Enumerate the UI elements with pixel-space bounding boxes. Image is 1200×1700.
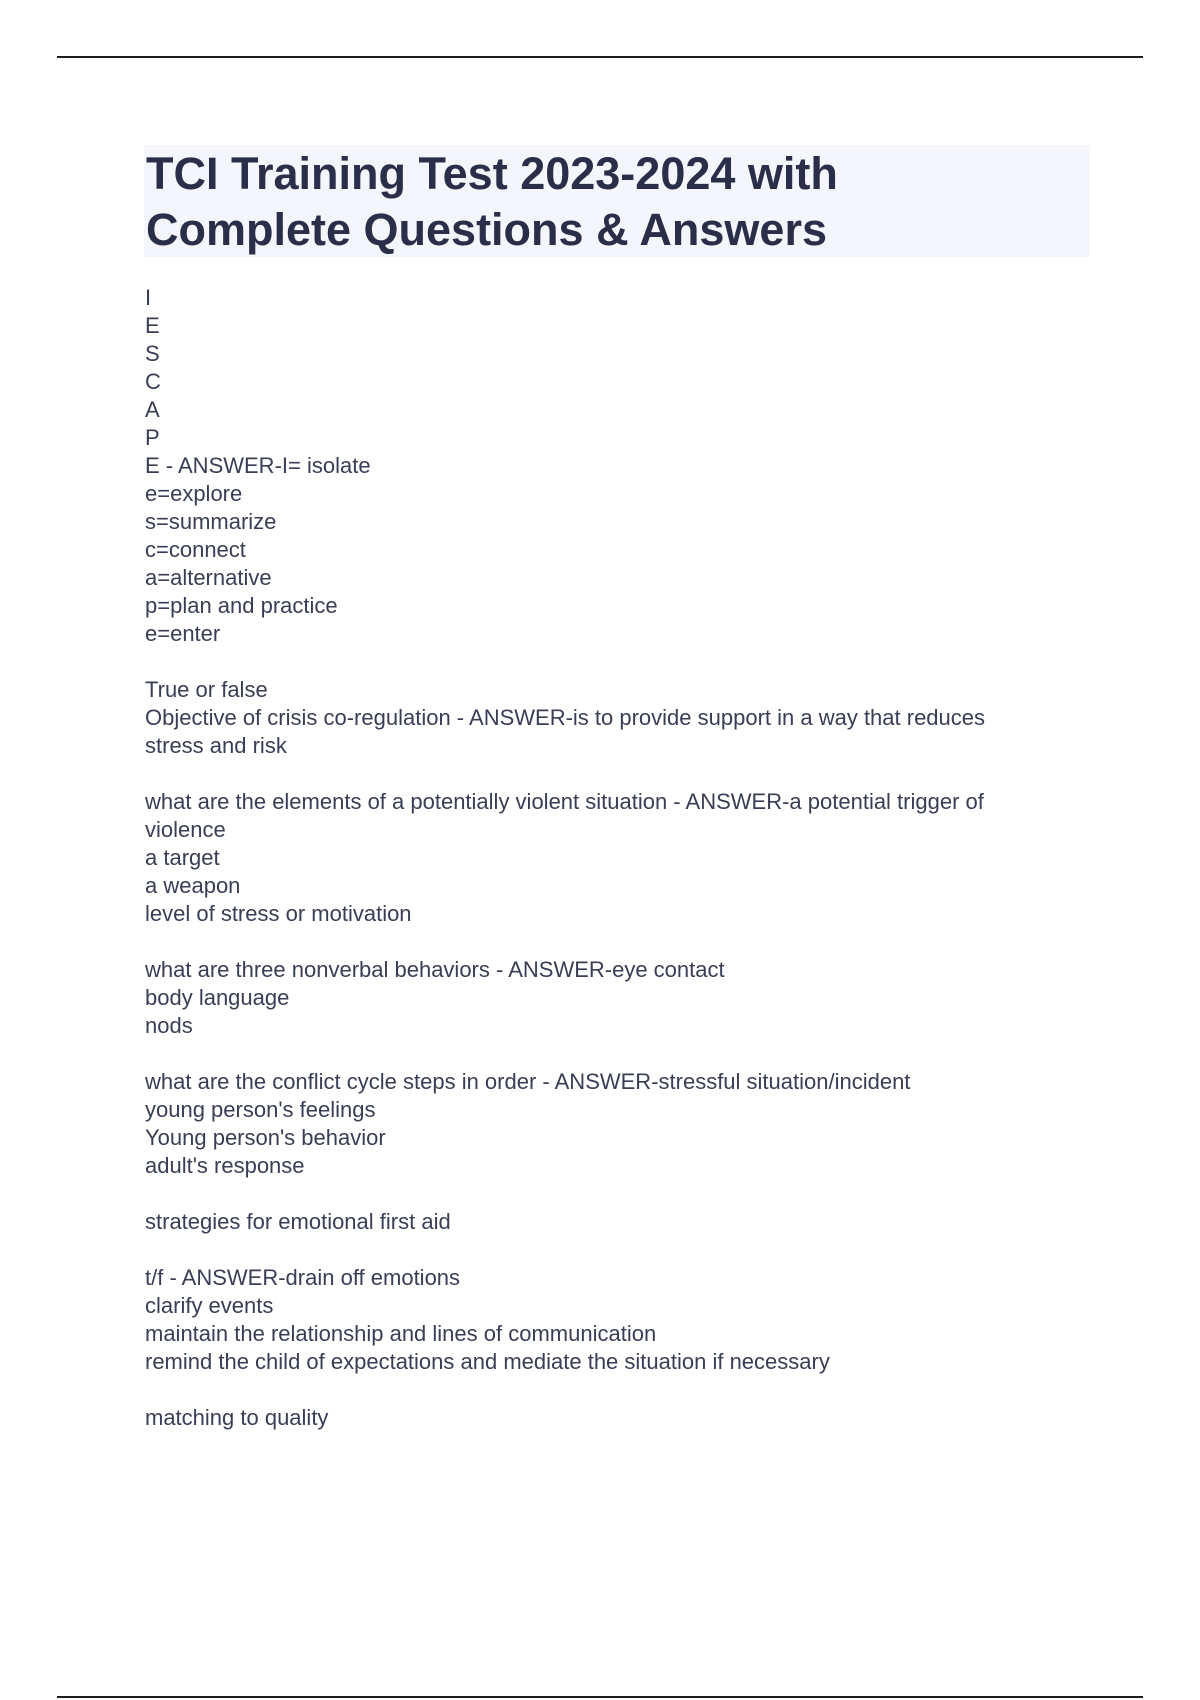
text-line: a weapon	[145, 873, 241, 898]
text-line: matching to quality	[145, 1405, 329, 1430]
paragraph-gap	[145, 1040, 1095, 1068]
text-line: adult's response	[145, 1153, 305, 1178]
qa-block-iescape	[145, 284, 1095, 648]
qa-block-violent-situation	[145, 788, 1095, 928]
text-line: I	[145, 285, 152, 310]
text-line: e=enter	[145, 621, 221, 646]
qa-block-co-regulation	[145, 676, 1095, 760]
text-line: maintain the relationship and lines of communication	[145, 1321, 657, 1346]
text-line: True or false	[145, 677, 268, 702]
text-line: p=plan and practice	[145, 593, 338, 618]
paragraph-gap	[145, 1236, 1095, 1264]
text-line: c=connect	[145, 537, 246, 562]
text-line: Young person's behavior	[145, 1125, 386, 1150]
text-line: stress and risk	[145, 733, 287, 758]
text-line: what are the conflict cycle steps in order - ANSWER-stressful situation/incident	[145, 1069, 911, 1094]
text-line: body language	[145, 985, 290, 1010]
bottom-rule	[57, 1696, 1143, 1698]
text-line: E - ANSWER-I= isolate	[145, 453, 371, 478]
text-line: Objective of crisis co-regulation - ANSWER-is to provide support in a way that reduces	[145, 705, 986, 730]
text-line: what are the elements of a potentially violent situation - ANSWER-a potential trigger of	[145, 789, 984, 814]
title-line: TCI Training Test 2023-2024 with	[146, 148, 838, 199]
text-line: C	[145, 369, 161, 394]
qa-block-emotional-first-aid	[145, 1208, 1095, 1236]
text-line: a=alternative	[145, 565, 272, 590]
text-line: P	[145, 425, 160, 450]
text-line: s=summarize	[145, 509, 277, 534]
title-line: Complete Questions & Answers	[146, 204, 827, 255]
text-line: remind the child of expectations and mediate the situation if necessary	[145, 1349, 830, 1374]
qa-block-matching	[145, 1404, 1095, 1432]
text-line: young person's feelings	[145, 1097, 376, 1122]
qa-block-nonverbal	[145, 956, 1095, 1040]
text-line: violence	[145, 817, 226, 842]
text-line: clarify events	[145, 1293, 274, 1318]
qa-content	[145, 284, 1095, 1432]
qa-block-conflict-cycle	[145, 1068, 1095, 1180]
qa-block-emotional-first-aid-answer	[145, 1264, 1095, 1376]
text-line: nods	[145, 1013, 193, 1038]
text-line: a target	[145, 845, 220, 870]
paragraph-gap	[145, 760, 1095, 788]
text-line: A	[145, 397, 160, 422]
paragraph-gap	[145, 648, 1095, 676]
paragraph-gap	[145, 1376, 1095, 1404]
text-line: e=explore	[145, 481, 243, 506]
text-line: S	[145, 341, 160, 366]
text-line: strategies for emotional first aid	[145, 1209, 451, 1234]
text-line: level of stress or motivation	[145, 901, 412, 926]
text-line: what are three nonverbal behaviors - ANSWER-eye contact	[145, 957, 725, 982]
paragraph-gap	[145, 928, 1095, 956]
top-rule	[57, 56, 1143, 58]
text-line: t/f - ANSWER-drain off emotions	[145, 1265, 461, 1290]
paragraph-gap	[145, 1180, 1095, 1208]
text-line: E	[145, 313, 160, 338]
page-title	[146, 146, 1086, 258]
